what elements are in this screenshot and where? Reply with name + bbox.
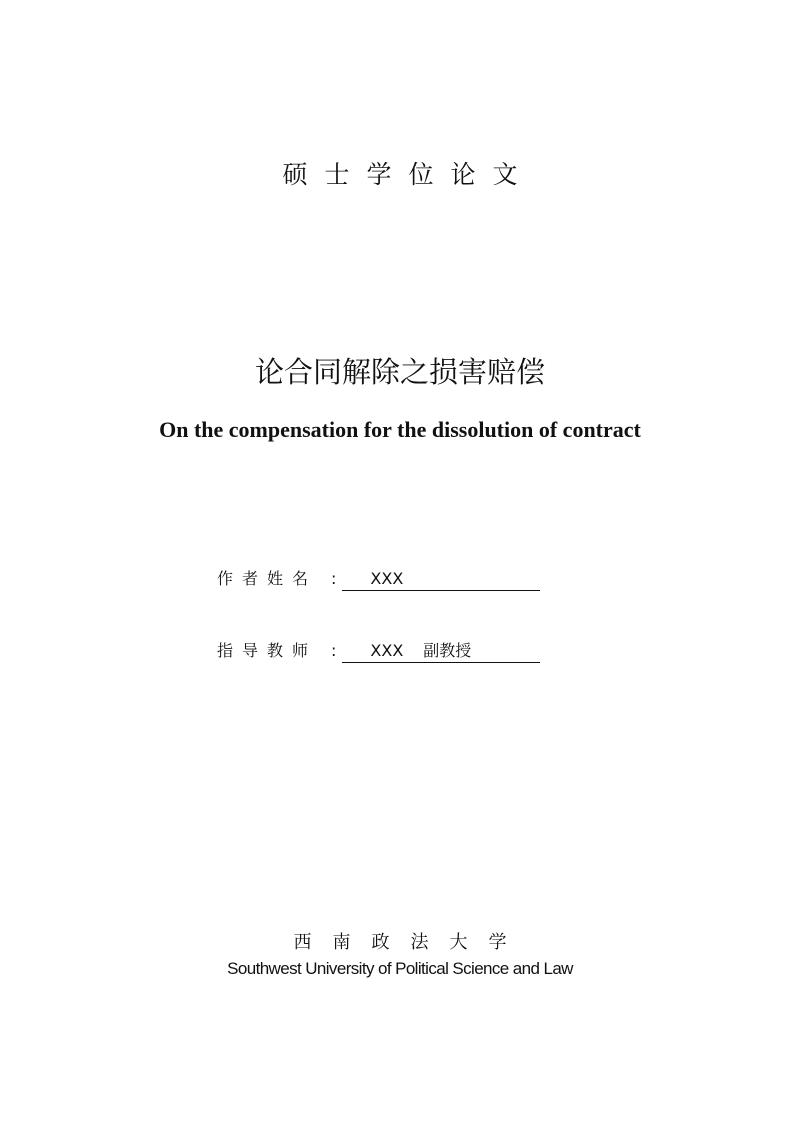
thesis-title-chinese: 论合同解除之损害赔偿 <box>254 355 545 389</box>
advisor-colon: : <box>331 641 337 660</box>
thesis-title-english: On the compensation for the dissolution of contract <box>159 417 641 442</box>
degree-type-heading: 硕士学位论文 <box>282 160 535 189</box>
author-value: XXX <box>370 569 404 588</box>
advisor-label: 指导教师 <box>217 641 318 660</box>
author-colon: : <box>331 569 337 588</box>
advisor-name: XXX <box>370 641 404 660</box>
university-name-english: Southwest University of Political Science and Law <box>227 959 573 978</box>
advisor-row <box>217 635 540 663</box>
university-name-chinese: 西南政法大学 <box>293 932 528 953</box>
author-row <box>217 563 540 591</box>
author-field <box>342 567 540 591</box>
author-label: 作者姓名 <box>217 569 318 588</box>
advisor-title: 副教授 <box>423 641 472 660</box>
advisor-field <box>342 639 540 663</box>
